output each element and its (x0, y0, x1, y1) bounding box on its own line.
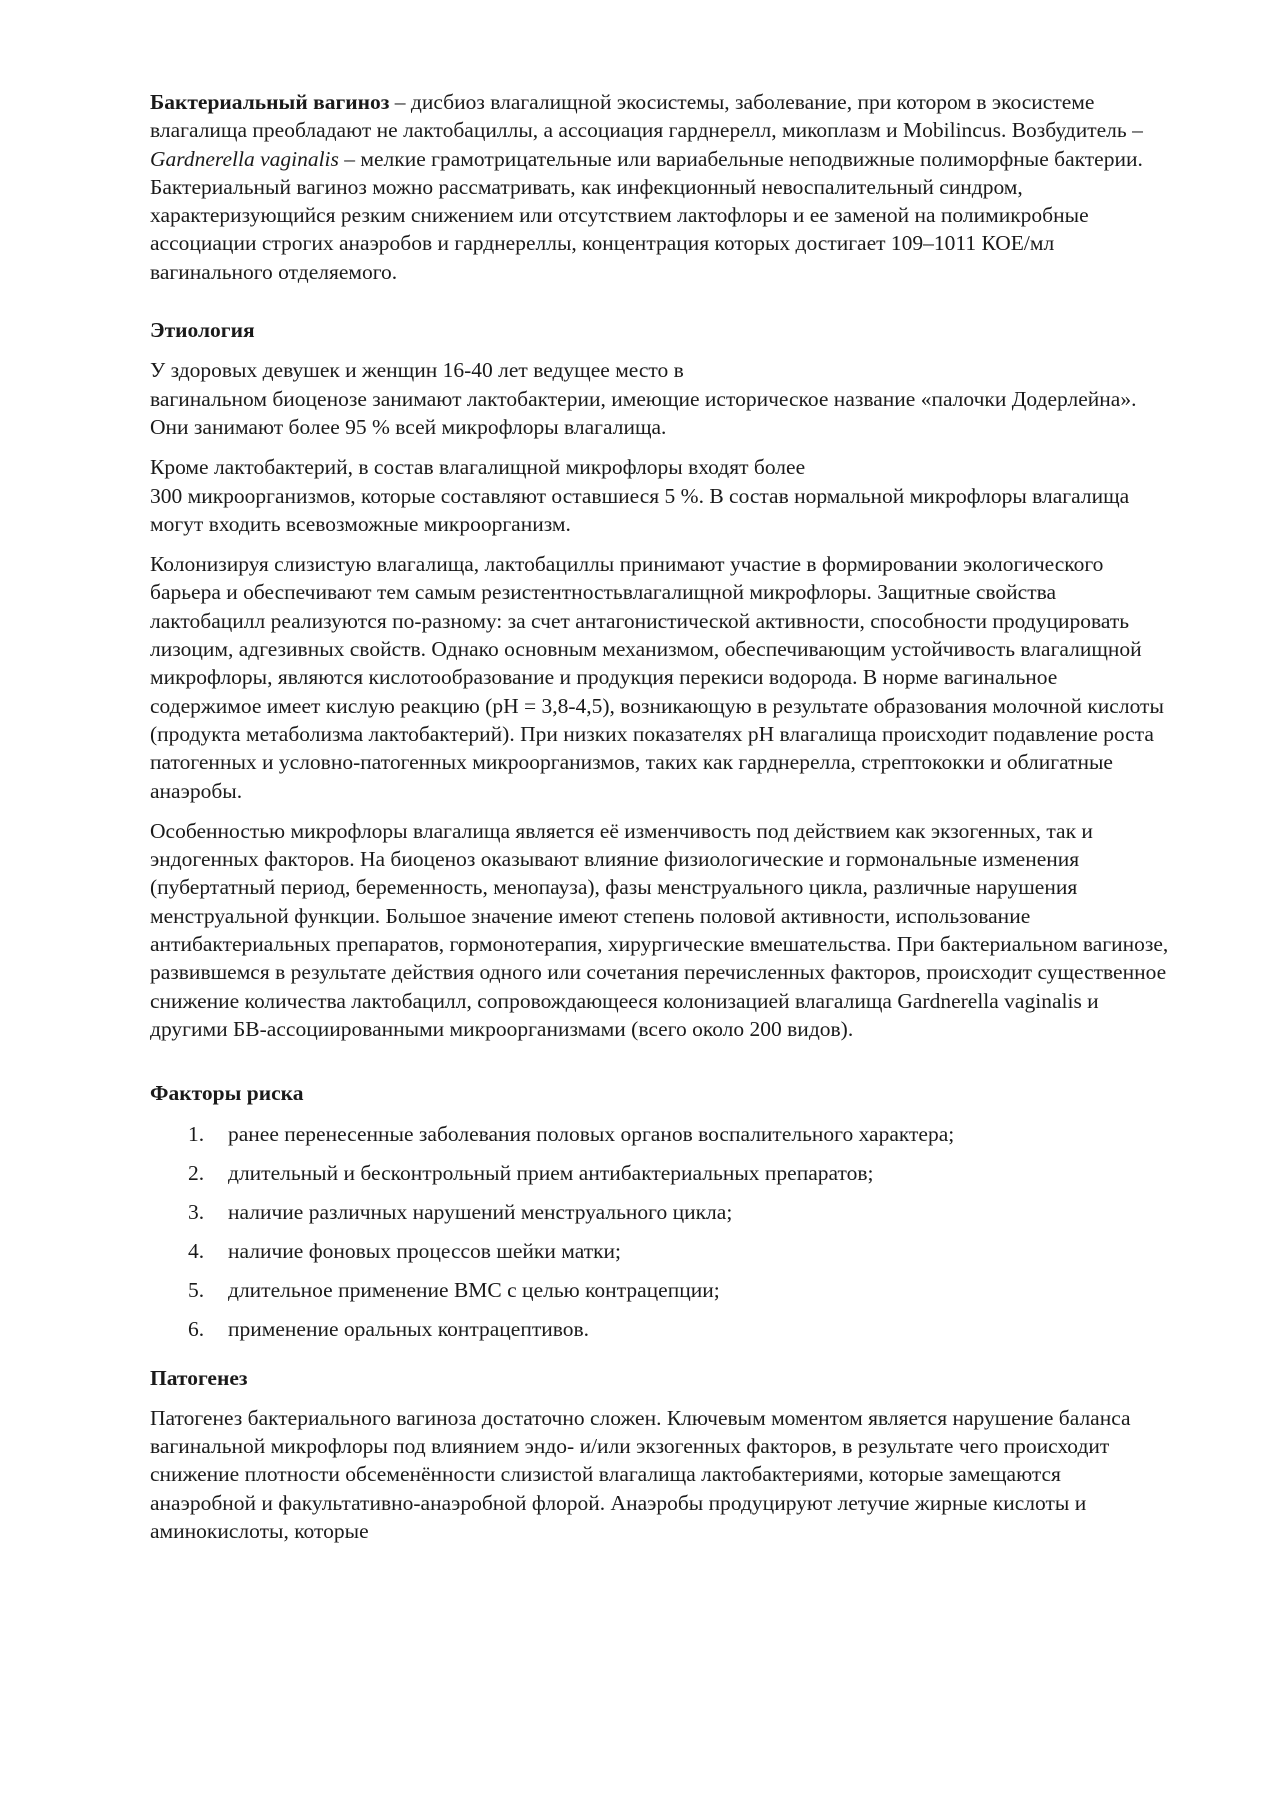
pathogenesis-paragraph-1: Патогенез бактериального вагиноза достаточно сложен. Ключевым моментом является нарушение баланса вагинальной микрофлоры под влиянием эндо- и/или экзогенных факторов, в результате чего происходит снижение плотности обсеменённости слизистой влагалища лактобактериями, которые замещаются анаэробной и факультативно-анаэробной флорой. Анаэробы продуцируют летучие жирные кислоты и аминокислоты, которые (150, 1405, 1131, 1543)
intro-pathogen: Gardnerella vaginalis (150, 146, 339, 171)
list-item (150, 1198, 1170, 1237)
list-item-text: длительный и бесконтрольный прием антибактериальных препаратов; (228, 1160, 874, 1185)
list-item-number: 2. (188, 1160, 205, 1185)
etiology-p2-line1: Кроме лактобактерий, в состав влагалищной микрофлоры входят более (150, 455, 806, 480)
list-item (150, 1276, 1170, 1315)
list-item-text: длительное применение ВМС с целью контрацепции; (228, 1277, 720, 1302)
risk-factors-list (150, 1120, 1170, 1354)
list-item (150, 1315, 1170, 1354)
etiology-p1-rest: вагинальном биоценозе занимают лактобактерии, имеющие историческое название «палочки Додерлейна». Они занимают более 95 % всей микрофлоры влагалища. (150, 386, 1137, 439)
etiology-p2-rest: 300 микроорганизмов, которые составляют оставшиеся 5 %. В состав нормальной микрофлоры влагалища могут входить всевозможные микроорганизм. (150, 483, 1130, 536)
list-item-text: наличие фоновых процессов шейки матки; (228, 1238, 622, 1263)
list-item (150, 1159, 1170, 1198)
list-item-number: 1. (188, 1121, 205, 1146)
list-item-number: 4. (188, 1238, 205, 1263)
intro-term: Бактериальный вагиноз (150, 90, 390, 114)
etiology-paragraph-3: Колонизируя слизистую влагалища, лактобациллы принимают участие в формировании экологического барьера и обеспечивают тем самым резистентностьвлагалищной микрофлоры. Защитные свойства лактобацилл реализуются по-разному: за счет антагонистической активности, способности продуцировать лизоцим, адгезивных свойств. Однако основным механизмом, обеспечивающим устойчивость влагалищной микрофлоры, являются кислотообразование и продукция перекиси водорода. В норме вагинальное содержимое имеет кислую реакцию (pH = 3,8-4,5), возникающую в результате образования молочной кислоты (продукта метаболизма лактобактерий). При низких показателях pH влагалища происходит подавление роста патогенных и условно-патогенных микроорганизмов, таких как гарднерелла, стрептококки и облигатные анаэробы. (150, 552, 1164, 803)
list-item-number: 6. (188, 1316, 205, 1341)
list-item (150, 1237, 1170, 1276)
etiology-p1-line1: У здоровых девушек и женщин 16-40 лет ведущее место в (150, 358, 684, 383)
risk-factors-heading: Факторы риска (150, 1081, 304, 1106)
etiology-paragraph-2 (150, 453, 1170, 538)
list-item-number: 5. (188, 1277, 205, 1302)
intro-text-part2: – мелкие грамотрицательные или вариабельные неподвижные полиморфные бактерии. Бактериальный вагиноз можно рассматривать, как инфекционный невоспалительный синдром, характеризующийся резким снижением или отсутствием лактофлоры и ее заменой на полимикробные ассоциации строгих анаэробов и гарднереллы, концентрация которых достигает 109–1011 КОЕ/мл вагинального отделяемого. (150, 146, 1143, 284)
list-item-text: ранее перенесенные заболевания половых органов воспалительного характера; (228, 1121, 955, 1146)
intro-paragraph (150, 88, 1170, 286)
list-item-text: наличие различных нарушений менструального цикла; (228, 1199, 733, 1224)
intro-text-part1: – дисбиоз влагалищной экосистемы, заболевание, при котором в экосистеме влагалища преобладают не лактобациллы, а ассоциация гарднерелл, микоплазм и Mobilincus. Возбудитель – (150, 90, 1143, 143)
etiology-heading: Этиология (150, 318, 255, 343)
list-item-number: 3. (188, 1199, 205, 1224)
etiology-paragraph-4: Особенностью микрофлоры влагалища является её изменчивость под действием как экзогенных, так и эндогенных факторов. На биоценоз оказывают влияние физиологические и гормональные изменения (пубертатный период, беременность, менопауза), фазы менструального цикла, различные нарушения менструальной функции. Большое значение имеют степень половой активности, использование антибактериальных препаратов, гормонотерапия, хирургические вмешательства. При бактериальном вагинозе, развившемся в результате действия одного или сочетания перечисленных факторов, происходит существенное снижение количества лактобацилл, сопровождающееся колонизацией влагалища Gardnerella vaginalis и другими БВ-ассоциированными микроорганизмами (всего около 200 видов). (150, 818, 1169, 1041)
list-item-text: применение оральных контрацептивов. (228, 1316, 590, 1341)
list-item (150, 1120, 1170, 1159)
etiology-paragraph-1 (150, 356, 1170, 441)
pathogenesis-heading: Патогенез (150, 1365, 248, 1390)
